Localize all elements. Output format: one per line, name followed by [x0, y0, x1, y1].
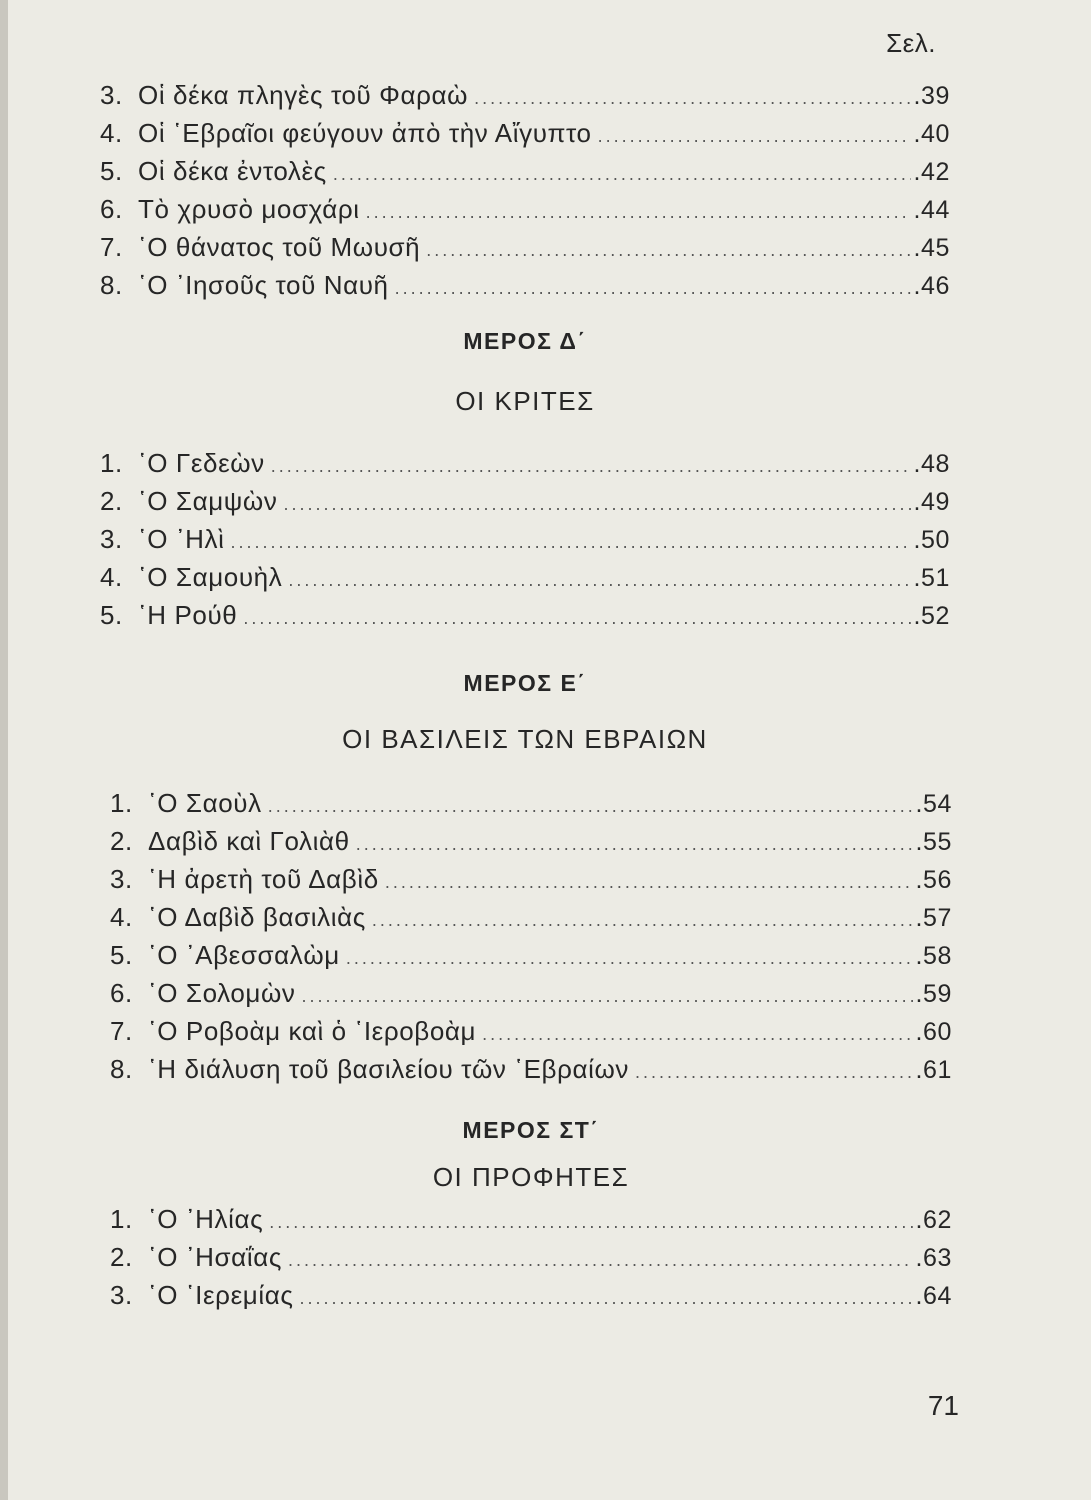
toc-entry: 4. ῾Ο Δαβὶδ βασιλιὰς ..... .57 [110, 898, 952, 936]
leader-dots [268, 787, 914, 825]
toc-list-section-d [100, 444, 950, 634]
toc-entry: 6. Τὸ χρυσὸ μοσχάρι ..... .44 [100, 190, 950, 228]
leader-dots [302, 977, 914, 1015]
leader-dots [482, 1015, 913, 1053]
leader-dots [333, 155, 912, 193]
leader-dots [474, 79, 911, 117]
toc-list-section-e [110, 784, 952, 1088]
toc-entry: 5. ῾Ο ᾿Αβεσσαλὼμ ..... .58 [110, 936, 952, 974]
toc-entry: 8. ῾Ο ᾿Ιησοῦς τοῦ Ναυῆ ..... .46 [100, 266, 950, 304]
leader-dots [598, 117, 912, 155]
leader-dots [356, 825, 914, 863]
leader-dots [231, 523, 912, 561]
leader-dots [283, 485, 911, 523]
toc-entry: 2. ῾Ο ᾿Ησαΐας ..... .63 [110, 1238, 952, 1276]
toc-entry: 3. ῾Ο ῾Ιερεμίας ..... .64 [110, 1276, 952, 1314]
toc-entry: 1. ῾Ο Γεδεὼν ..... .48 [100, 444, 950, 482]
toc-entry: 5. ῾Η Ρούθ ..... .52 [100, 596, 950, 634]
leader-dots [346, 939, 914, 977]
toc-entry: 1. ῾Ο Σαοὺλ ..... .54 [110, 784, 952, 822]
toc-list-section-c [100, 76, 950, 304]
page-number: 71 [927, 1390, 959, 1421]
toc-list-section-f [110, 1200, 952, 1314]
toc-entry: 4. Οἱ ῾Εβραῖοι φεύγουν ἀπὸ τὴν Αἴγυπτο ..... .40 [100, 114, 950, 152]
toc-entry: 6. ῾Ο Σολομὼν ..... .59 [110, 974, 952, 1012]
section-heading: ΟΙ ΒΑΣΙΛΕΙΣ ΤΩΝ ΕΒΡΑΙΩΝ [342, 724, 708, 754]
part-title: ΜΕΡΟΣ Ε΄ [463, 670, 587, 696]
toc-entry: 2. ῾Ο Σαμψὼν ..... .49 [100, 482, 950, 520]
toc-entry: 3. ῾Η ἀρετὴ τοῦ Δαβὶδ ..... .56 [110, 860, 952, 898]
toc-entry: 7. ῾Ο Ροβοὰμ καὶ ὁ ῾Ιεροβοὰμ ..... .60 [110, 1012, 952, 1050]
leader-dots [269, 1203, 913, 1241]
leader-dots [288, 1241, 913, 1279]
leader-dots [366, 193, 912, 231]
toc-entry: 1. ῾Ο ᾿Ηλίας ..... .62 [110, 1200, 952, 1238]
page-column-label: Σελ. [886, 28, 936, 58]
leader-dots [288, 561, 911, 599]
part-title: ΜΕΡΟΣ Δ΄ [463, 328, 587, 354]
section-heading: ΟΙ ΠΡΟΦΗΤΕΣ [432, 1162, 630, 1192]
section-heading: ΟΙ ΚΡΙΤΕΣ [455, 386, 595, 416]
toc-entry: 5. Οἱ δέκα ἐντολὲς ..... .42 [100, 152, 950, 190]
leader-dots [243, 599, 911, 637]
toc-entry: 4. ῾Ο Σαμουὴλ ..... .51 [100, 558, 950, 596]
toc-entry: 3. ῾Ο ᾿Ηλὶ ..... .50 [100, 520, 950, 558]
toc-entry: 8. ῾Η διάλυση τοῦ βασιλείου τῶν ῾Εβραίων ..... .61 [110, 1050, 952, 1088]
leader-dots [635, 1053, 913, 1091]
toc-entry: 3. Οἱ δέκα πληγὲς τοῦ Φαραὼ ..... .39 [100, 76, 950, 114]
toc-entry: 2. Δαβὶδ καὶ Γολιὰθ ..... .55 [110, 822, 952, 860]
leader-dots [299, 1279, 913, 1317]
leader-dots [271, 447, 912, 485]
part-title: ΜΕΡΟΣ ΣΤ΄ [462, 1117, 600, 1143]
toc-entry: 7. ῾Ο θάνατος τοῦ Μωυσῆ ..... .45 [100, 228, 950, 266]
leader-dots [372, 901, 914, 939]
leader-dots [426, 231, 911, 269]
leader-dots [385, 863, 914, 901]
leader-dots [395, 269, 912, 307]
